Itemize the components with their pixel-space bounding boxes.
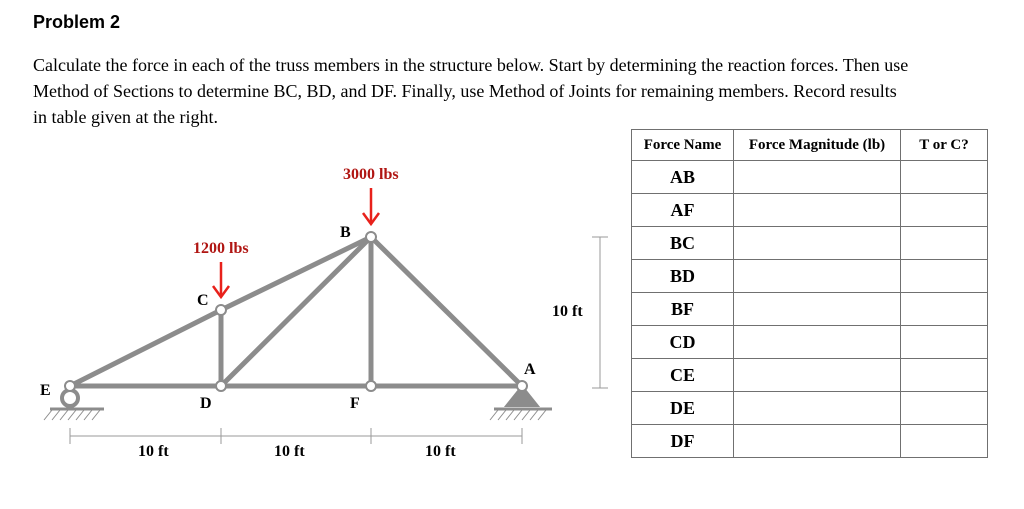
dim-label-height: 10 ft (552, 303, 583, 320)
dim-label-3: 10 ft (425, 443, 456, 460)
force-name: AB (632, 161, 734, 194)
table-row (632, 227, 988, 260)
table-row (632, 260, 988, 293)
statement-line-3: in table given at the right. (33, 107, 218, 127)
table-header-row (632, 130, 988, 161)
force-magnitude-cell[interactable] (734, 392, 901, 425)
force-magnitude-cell[interactable] (734, 359, 901, 392)
table-row (632, 293, 988, 326)
joint-a (517, 381, 527, 391)
load-label-c: 1200 lbs (193, 240, 249, 257)
force-magnitude-cell[interactable] (734, 260, 901, 293)
t-or-c-cell[interactable] (901, 194, 988, 227)
force-name: DF (632, 425, 734, 458)
t-or-c-cell[interactable] (901, 227, 988, 260)
dim-label-2: 10 ft (274, 443, 305, 460)
table-row (632, 161, 988, 194)
member-DB (221, 237, 371, 386)
force-name: BF (632, 293, 734, 326)
member-BA (371, 237, 522, 386)
joint-d (216, 381, 226, 391)
problem-title: Problem 2 (33, 12, 121, 32)
joint-label-e: E (40, 382, 51, 399)
force-magnitude-cell[interactable] (734, 425, 901, 458)
joint-e (65, 381, 75, 391)
member-EC (70, 310, 221, 386)
force-table (631, 129, 988, 458)
header-force-magnitude: Force Magnitude (lb) (734, 130, 901, 161)
dim-label-1: 10 ft (138, 443, 169, 460)
table-row (632, 425, 988, 458)
t-or-c-cell[interactable] (901, 326, 988, 359)
table-row (632, 326, 988, 359)
force-name: BC (632, 227, 734, 260)
force-magnitude-cell[interactable] (734, 293, 901, 326)
pin-support-e (44, 390, 104, 420)
table-row (632, 392, 988, 425)
joint-b (366, 232, 376, 242)
t-or-c-cell[interactable] (901, 161, 988, 194)
t-or-c-cell[interactable] (901, 392, 988, 425)
header-force-name: Force Name (632, 130, 734, 161)
table-row (632, 359, 988, 392)
joint-label-c: C (197, 292, 209, 309)
header-t-or-c: T or C? (901, 130, 988, 161)
statement-line-1: Calculate the force in each of the truss members in the structure below. Start by determining the reaction forces. Then use (33, 55, 909, 75)
table-row (632, 194, 988, 227)
force-name: CD (632, 326, 734, 359)
joint-label-b: B (340, 224, 351, 241)
force-magnitude-cell[interactable] (734, 194, 901, 227)
truss-members (70, 237, 522, 386)
force-magnitude-cell[interactable] (734, 227, 901, 260)
force-name: CE (632, 359, 734, 392)
t-or-c-cell[interactable] (901, 293, 988, 326)
joint-f (366, 381, 376, 391)
statement-line-2: Method of Sections to determine BC, BD, and DF. Finally, use Method of Joints for remaining members. Record results (33, 81, 897, 101)
load-label-b: 3000 lbs (343, 166, 399, 183)
joint-label-a: A (524, 361, 536, 378)
force-name: BD (632, 260, 734, 293)
t-or-c-cell[interactable] (901, 260, 988, 293)
joint-label-d: D (200, 395, 212, 412)
joint-label-f: F (350, 395, 360, 412)
force-magnitude-cell[interactable] (734, 161, 901, 194)
force-magnitude-cell[interactable] (734, 326, 901, 359)
force-name: AF (632, 194, 734, 227)
force-name: DE (632, 392, 734, 425)
t-or-c-cell[interactable] (901, 425, 988, 458)
t-or-c-cell[interactable] (901, 359, 988, 392)
joint-c (216, 305, 226, 315)
